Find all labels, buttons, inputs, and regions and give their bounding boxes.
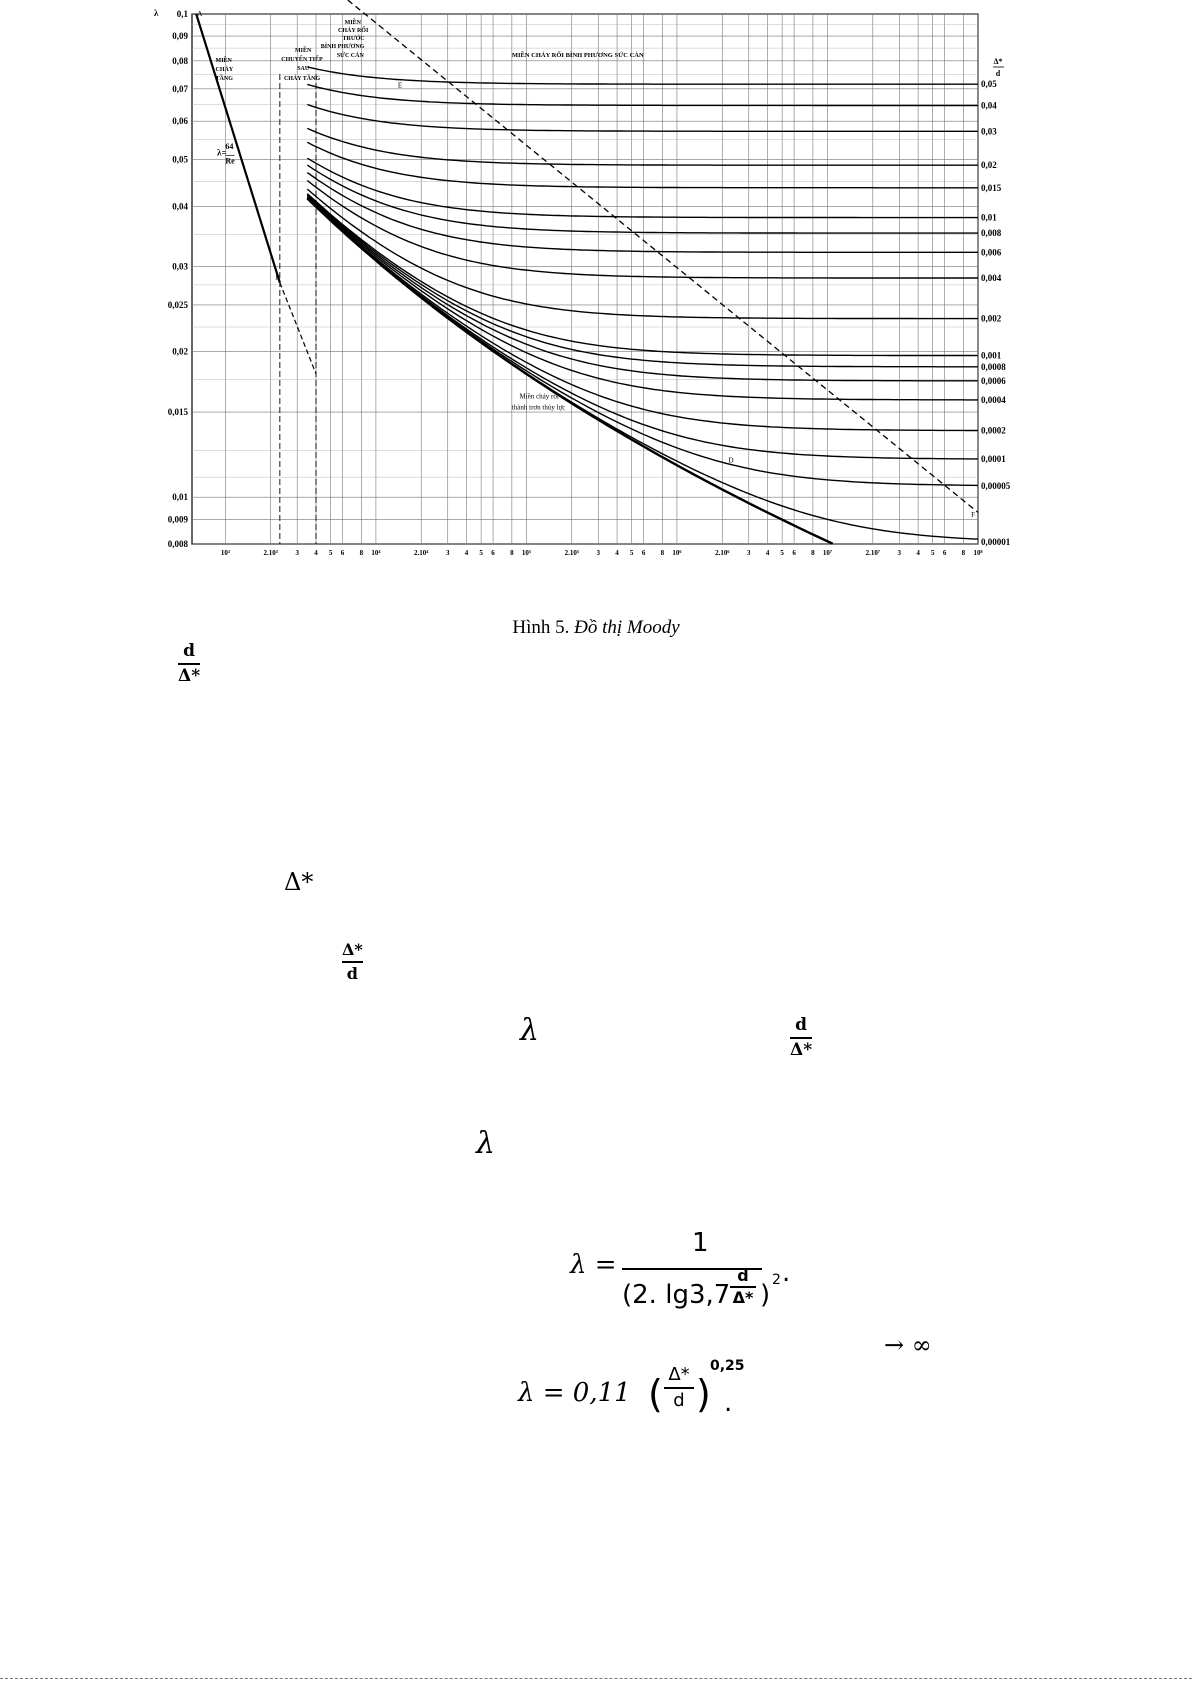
- roughness-curve: [307, 84, 978, 105]
- x-tick-label: 3: [295, 549, 299, 557]
- y-tick-label: 0,025: [167, 299, 188, 310]
- moody-chart-svg: [150, 0, 1080, 600]
- y-tick-label: 0,01: [172, 492, 188, 503]
- x-tick-label: 4: [765, 549, 770, 557]
- roughness-label: 0,008: [981, 228, 1002, 239]
- frac-numerator: Δ*: [342, 942, 363, 959]
- x-tick-label: 4: [464, 549, 469, 557]
- smooth-region-label-1: Miền chảy rối: [519, 392, 559, 401]
- region-laminar-label-1: MIỀN: [215, 58, 232, 64]
- x-tick-label: 10⁸: [973, 549, 983, 557]
- x-tick-label: 10⁷: [822, 549, 833, 557]
- d-over-delta-frac-2: [790, 1017, 812, 1059]
- caption-prefix: Hình 5.: [512, 617, 575, 638]
- y-axis-label: λ: [154, 8, 159, 18]
- x-tick-label: 8: [510, 549, 514, 557]
- delta-star-symbol: Δ*: [284, 868, 314, 896]
- formula1-exponent: 2: [772, 1272, 781, 1288]
- x-tick-label: 8: [961, 549, 966, 557]
- roughness-label: 0,01: [981, 212, 997, 223]
- roughness-label: 0,05: [981, 79, 997, 90]
- region-transition-label-3: SAU: [297, 66, 310, 72]
- roughness-label: 0,001: [981, 350, 1002, 361]
- frac-numerator: d: [183, 641, 195, 661]
- right-axis-label-den: d: [995, 69, 1001, 78]
- region-preturb-label-1: MIỀN: [344, 20, 362, 26]
- roughness-label: 0,03: [981, 126, 997, 137]
- point-label-d: D: [728, 456, 734, 465]
- point-label-f: F: [971, 510, 976, 519]
- plot-frame: [192, 14, 978, 544]
- roughness-curve: [307, 198, 978, 459]
- laminar-label-lambda: λ=: [217, 147, 227, 158]
- lambda-symbol-1: λ: [520, 1013, 540, 1048]
- x-tick-label: 10⁵: [521, 549, 531, 557]
- roughness-label: 0,0002: [981, 425, 1006, 436]
- region-transition-label-4: CHẢY TẦNG: [283, 76, 321, 82]
- region-preturb-label-4: BÌNH PHƯƠNG: [320, 44, 365, 50]
- x-tick-label: 3: [596, 549, 601, 557]
- y-tick-label: 0,1: [176, 9, 188, 19]
- y-tick-label: 0,05: [172, 154, 188, 165]
- y-tick-label: 0,07: [172, 83, 188, 94]
- roughness-curve: [307, 198, 978, 539]
- roughness-label: 0,006: [981, 247, 1002, 258]
- smooth-region-label-2: thành trơn thủy lực: [511, 403, 566, 412]
- y-tick-label: 0,04: [172, 201, 188, 212]
- roughness-label: 0,04: [981, 100, 997, 111]
- formula1-numerator: 1: [692, 1228, 709, 1258]
- roughness-curve: [307, 197, 978, 400]
- x-tick-label: 10⁴: [371, 549, 381, 557]
- x-tick-label: 2.10⁷: [865, 549, 880, 557]
- page-bottom-rule: [0, 1678, 1192, 1679]
- region-laminar-label-2: CHẢY: [215, 67, 234, 73]
- point-label-e: E: [397, 81, 403, 90]
- y-tick-label: 0,08: [172, 55, 188, 66]
- frac-denominator: Δ*: [178, 666, 201, 686]
- x-tick-label: 6: [491, 549, 495, 557]
- roughness-label: 0,0004: [981, 394, 1006, 405]
- figure-caption: [0, 617, 1192, 639]
- region-laminar-label-3: TẦNG: [215, 76, 233, 82]
- formula1-inner-frac: [730, 1268, 756, 1306]
- laminar-label-num: 64: [225, 142, 234, 152]
- point-label-a: A: [197, 10, 203, 19]
- x-tick-label: 6: [340, 549, 345, 557]
- roughness-label: 0,0008: [981, 361, 1006, 372]
- inner-frac-den: Δ*: [732, 1288, 754, 1307]
- laminar-line: [196, 14, 280, 283]
- roughness-label: 0,0001: [981, 454, 1006, 465]
- y-tick-label: 0,02: [172, 346, 188, 357]
- x-tick-label: 10³: [220, 549, 230, 557]
- y-tick-label: 0,009: [167, 514, 188, 525]
- laminar-extension-dashed: [280, 283, 316, 374]
- x-tick-label: 2.10⁵: [564, 549, 579, 557]
- roughness-curve: [307, 181, 978, 279]
- roughness-label: 0,02: [981, 160, 997, 171]
- x-tick-label: 5: [479, 549, 483, 557]
- formula2-frac-num: Δ*: [668, 1364, 690, 1385]
- formula1-lhs: λ =: [570, 1250, 617, 1280]
- x-tick-label: 4: [916, 549, 920, 557]
- x-tick-label: 5: [629, 549, 634, 557]
- lambda-symbol-2: λ: [476, 1126, 496, 1161]
- x-tick-label: 6: [792, 549, 796, 557]
- roughness-label: 0,00005: [981, 480, 1011, 491]
- x-tick-label: 5: [930, 549, 935, 557]
- roughness-curve: [307, 67, 978, 84]
- formula2-frac-den: d: [673, 1390, 685, 1411]
- laminar-label-den: Re: [225, 156, 235, 166]
- y-tick-label: 0,06: [172, 116, 188, 127]
- region-preturb-label-2: CHẢY RỐI: [338, 28, 369, 34]
- d-over-delta-frac-1: [178, 643, 200, 685]
- region-transition-label-1: MIỀN: [294, 48, 312, 54]
- arrow-infinity: → ∞: [884, 1331, 932, 1359]
- region-preturb-label-3: TRƯỚC: [342, 36, 365, 42]
- x-tick-label: 2.10⁶: [715, 549, 730, 557]
- formula1-denominator: (2. lg3,7: [622, 1280, 731, 1310]
- x-tick-label: 8: [660, 549, 665, 557]
- moody-chart: [150, 0, 1080, 600]
- caption-title: Đồ thị Moody: [574, 617, 680, 638]
- roughness-label: 0,002: [981, 313, 1002, 324]
- formula2-frac: [664, 1366, 694, 1410]
- y-tick-label: 0,09: [172, 31, 188, 42]
- roughness-label: 0,00001: [981, 537, 1011, 548]
- roughness-label: 0,015: [981, 182, 1002, 193]
- region-preturb-label-5: SỨC CẢN: [336, 53, 364, 59]
- inner-frac-num: d: [737, 1266, 749, 1285]
- formula-2: λ = 0,11 ( Δ* d ) 0,25 .: [518, 1358, 745, 1418]
- region-transition-label-2: CHUYỂN TIẾP: [281, 57, 323, 63]
- x-tick-label: 4: [615, 549, 619, 557]
- x-tick-label: 6: [641, 549, 646, 557]
- y-tick-label: 0,03: [172, 261, 188, 272]
- delta-over-d-frac: [342, 942, 363, 990]
- roughness-label: 0,0006: [981, 375, 1006, 386]
- x-tick-label: 5: [780, 549, 784, 557]
- region-rough-label: MIỀN CHẢY RỐI BÌNH PHƯƠNG SỨC CẢN: [511, 52, 644, 59]
- roughness-curve: [307, 105, 978, 132]
- x-tick-label: 3: [897, 549, 902, 557]
- x-tick-label: 2.10⁴: [414, 549, 429, 557]
- formula2-lhs: λ = 0,11: [518, 1378, 631, 1408]
- x-tick-label: 6: [942, 549, 947, 557]
- x-tick-label: 8: [811, 549, 815, 557]
- formula2-exponent: 0,25: [710, 1358, 745, 1374]
- x-tick-label: 4: [314, 549, 318, 557]
- point-label-b: B: [275, 273, 281, 282]
- frac-numerator: d: [795, 1015, 807, 1035]
- x-tick-label: 3: [747, 549, 751, 557]
- x-tick-label: 2.10³: [263, 549, 278, 557]
- boundary-dashed-line: [348, 0, 978, 512]
- x-tick-label: 5: [328, 549, 333, 557]
- y-tick-label: 0,015: [167, 407, 188, 418]
- right-axis-label-num: Δ*: [993, 57, 1003, 66]
- frac-denominator: d: [346, 964, 358, 983]
- formula-1: λ = 1 (2. lg3,7 d Δ* ) 2 .: [570, 1228, 791, 1310]
- point-label-c: C: [309, 197, 314, 206]
- x-tick-label: 3: [445, 549, 450, 557]
- x-tick-label: 10⁶: [672, 549, 682, 557]
- frac-denominator: Δ*: [790, 1040, 813, 1060]
- y-tick-label: 0,008: [167, 539, 188, 549]
- roughness-curve: [307, 189, 978, 319]
- x-tick-label: 8: [359, 549, 364, 557]
- roughness-label: 0,004: [981, 273, 1002, 284]
